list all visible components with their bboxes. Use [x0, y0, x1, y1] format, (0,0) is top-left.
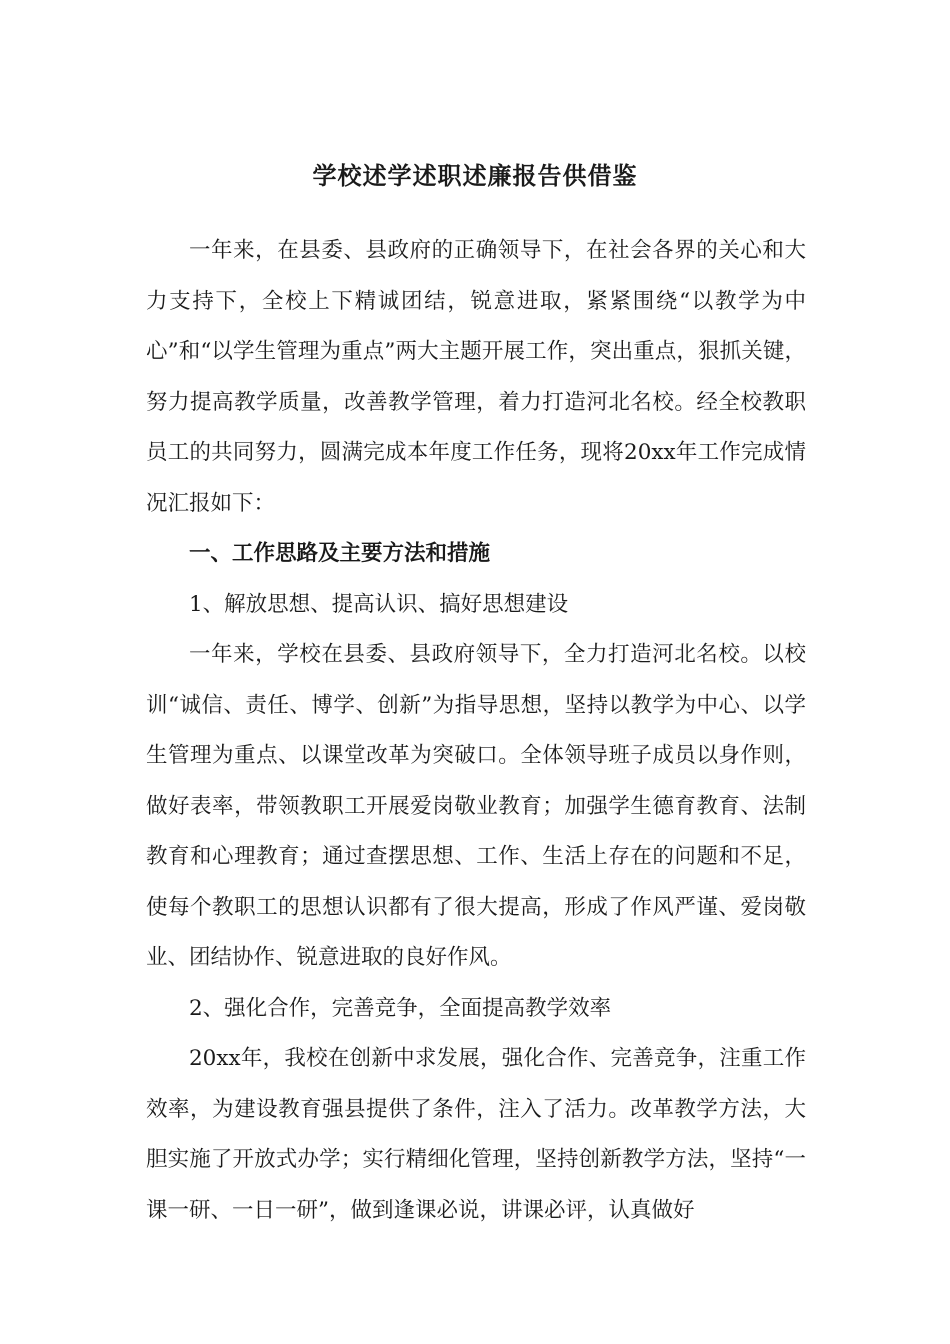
- section-heading-1: 一、工作思路及主要方法和措施: [189, 541, 491, 566]
- paragraph-thought-building: 一年来，学校在县委、县政府领导下，全力打造河北名校。以校训“诚信、责任、博学、创新”为指导思想，坚持以教学为中心、以学生管理为重点、以课堂改革为突破口。全体领导班子成员以身作则，做好表率，带领教职工开展爱岗敬业教育；加强学生德育教育、法制教育和心理教育；通过查摆思想、工作、生活上存在的问题和不足，使每个教职工的思想认识都有了很大提高，形成了作风严谨、爱岗敬业、团结协作、锐意进取的良好作风。: [146, 642, 806, 970]
- subheading-1: 1、解放思想、提高认识、搞好思想建设: [189, 591, 569, 617]
- paragraph-intro: 一年来，在县委、县政府的正确领导下，在社会各界的关心和大力支持下，全校上下精诚团结，锐意进取，紧紧围绕“以教学为中心”和“以学生管理为重点”两大主题开展工作，突出重点，狠抓关键，努力提高教学质量，改善教学管理，着力打造河北名校。经全校教职员工的共同努力，圆满完成本年度工作任务，现将20xx年工作完成情况汇报如下：: [146, 238, 806, 516]
- document-title: 学校述学述职述廉报告供借鉴: [312, 161, 638, 190]
- subheading-2: 2、强化合作，完善竞争，全面提高教学效率: [189, 995, 612, 1021]
- paragraph-teaching-efficiency: 20xx年，我校在创新中求发展，强化合作、完善竞争，注重工作效率，为建设教育强县提供了条件，注入了活力。改革教学方法，大胆实施了开放式办学；实行精细化管理，坚持创新教学方法，坚持“一课一研、一日一研”，做到逢课必说，讲课必评，认真做好: [146, 1046, 806, 1223]
- document-body: [146, 226, 806, 1236]
